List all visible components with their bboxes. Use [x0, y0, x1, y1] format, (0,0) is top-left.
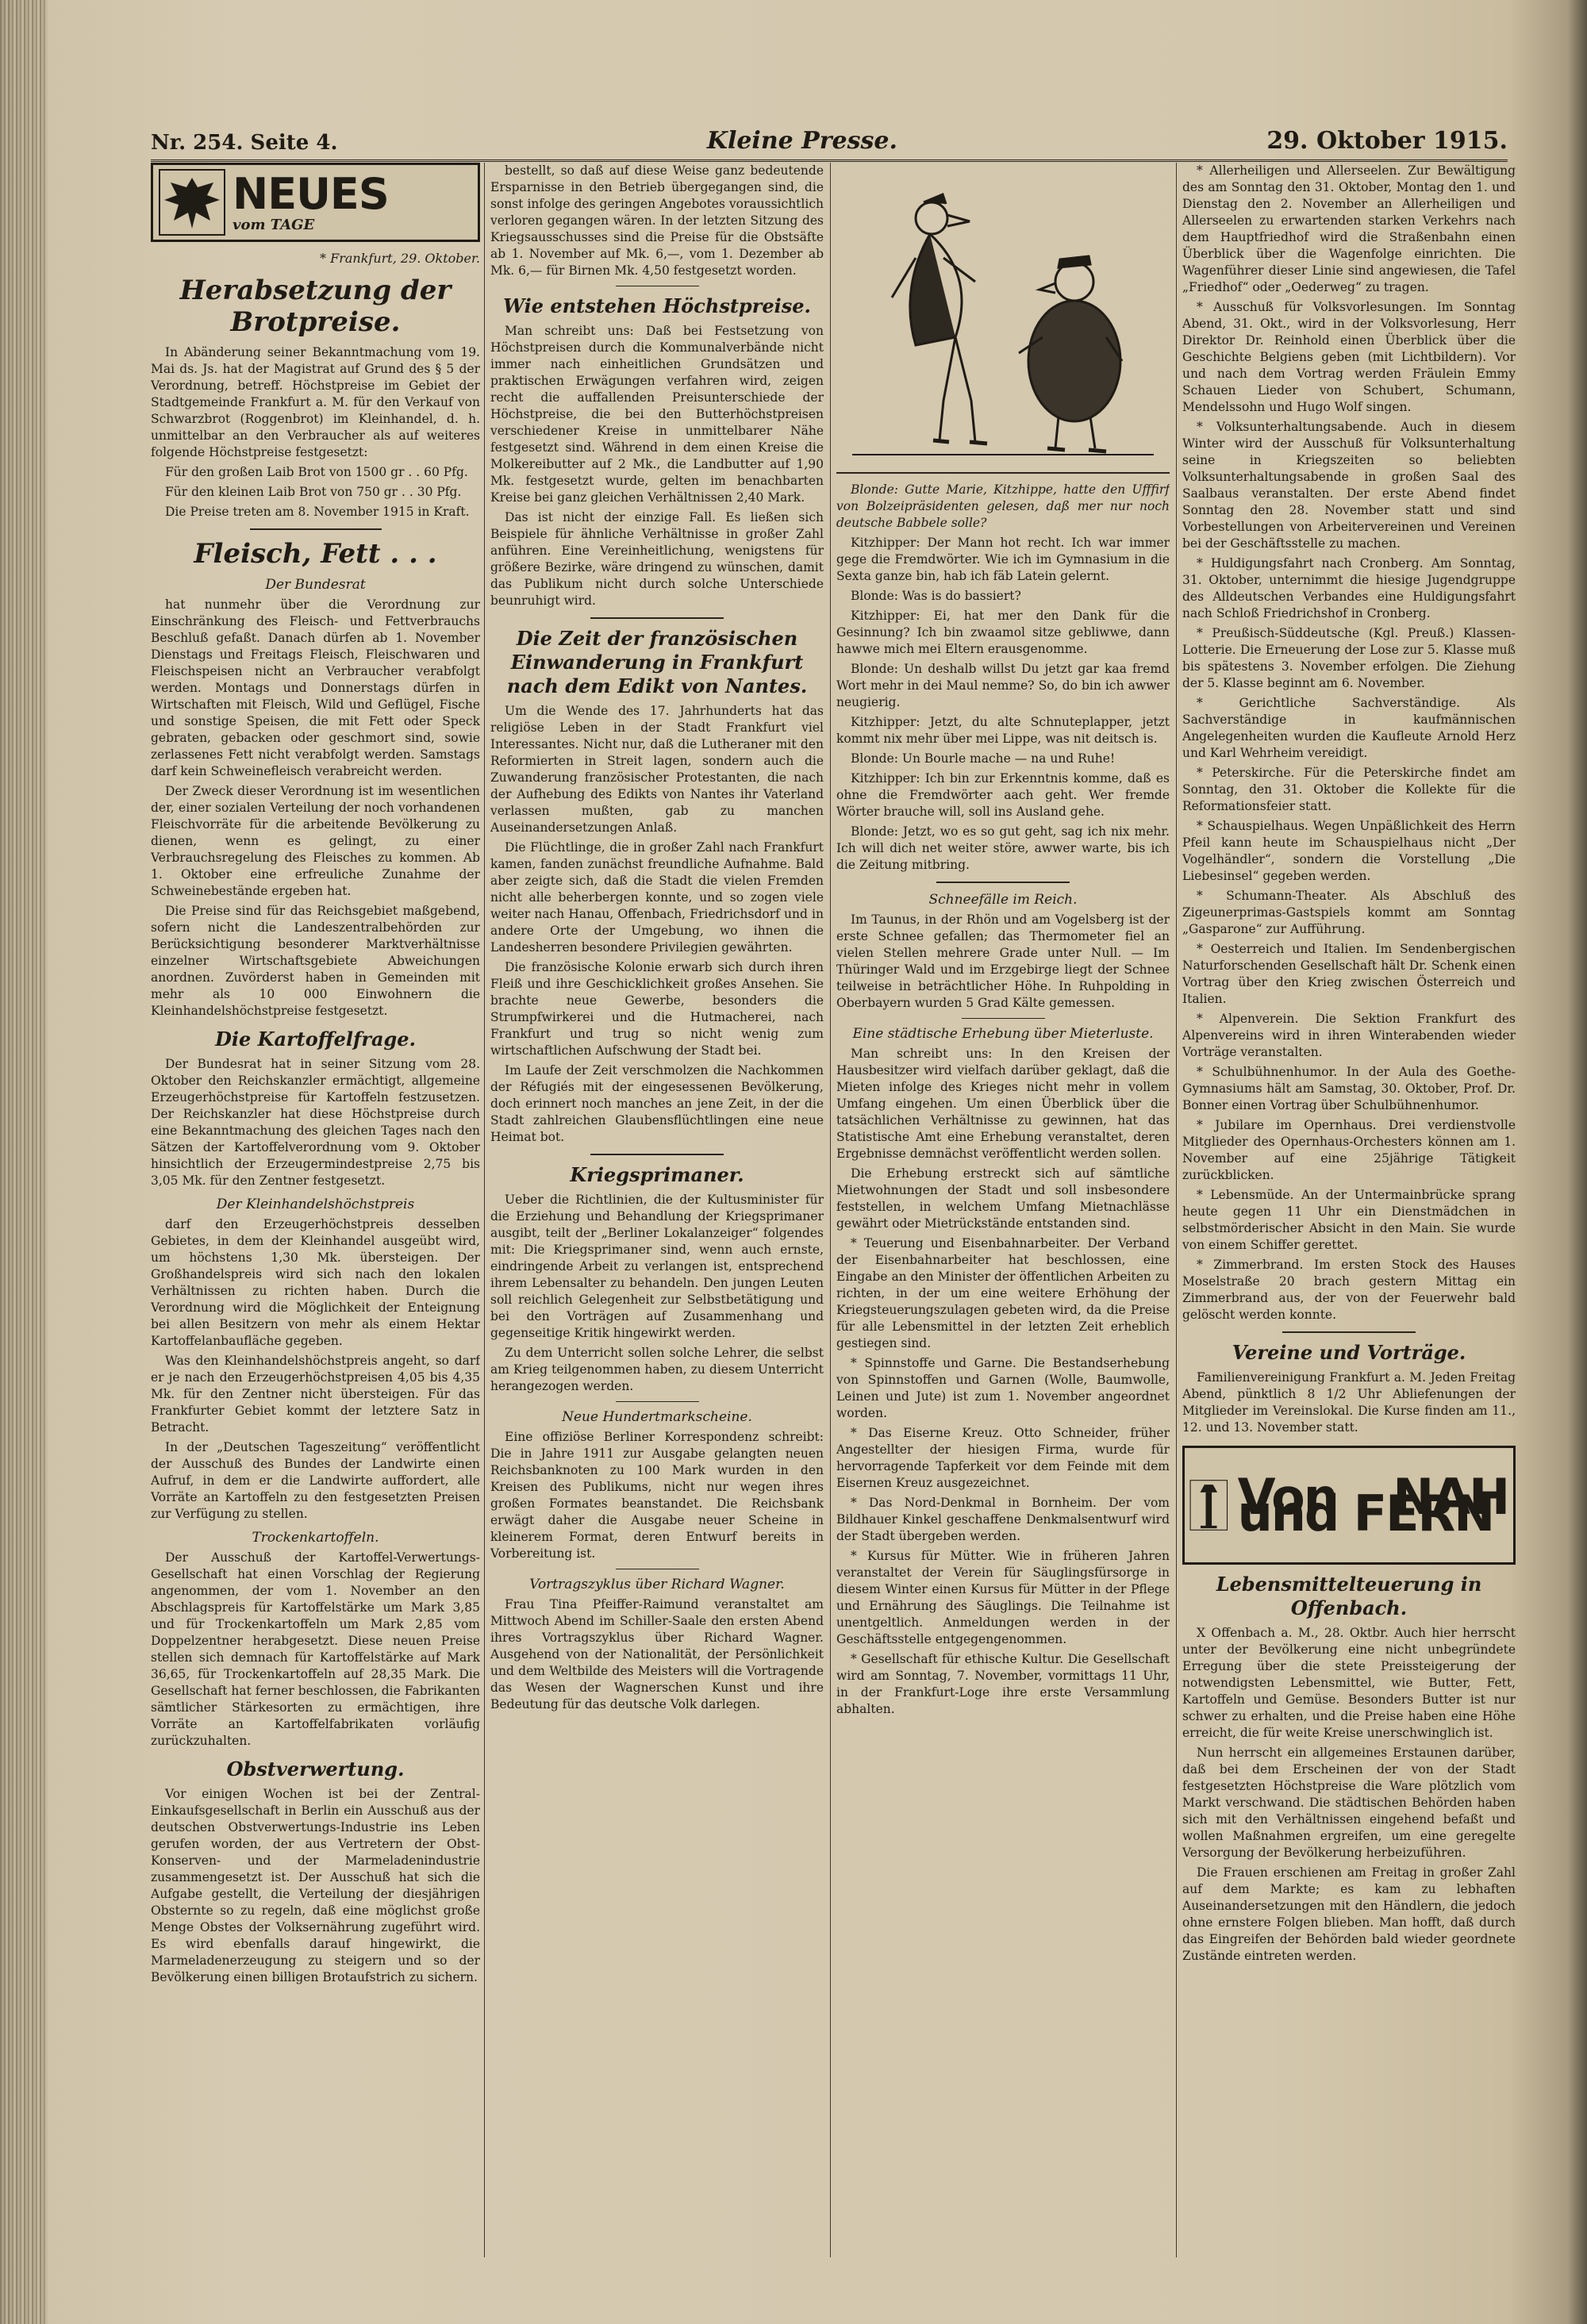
- masthead-title: NEUES: [232, 168, 389, 219]
- article-paragraph: Im Taunus, in der Rhön und am Vogelsberg ist der erste Schnee gefallen; das Thermometer fiel an vielen Stellen mehrere Grade unter Null. — Im Thüringer Wald und im Erzgebirge liegt der Schnee teilweise in beträchtlicher Höhe. In Ruhpolding in Oberbayern wurden 5 Grad Kälte gemessen.: [836, 912, 1170, 1010]
- article-paragraph: Die Erhebung erstreckt sich auf sämtliche Mietwohnungen der Stadt und soll insbesondere feststellen, in welchem Umfang Mietnachlässe gewährt oder Mietrückstände entstanden sind.: [836, 1166, 1170, 1231]
- article-paragraph: In Abänderung seiner Bekanntmachung vom 19. Mai ds. Js. hat der Magistrat auf Grund des § 5 der Verordnung, betreff. Höchstpreise im Gebiet der Stadtgemeinde Frankfurt a. M. für den Verkauf von Schwarzbrot (Roggenbrot) im Kleinhandel, d. h. unmittelbar an den Verbraucher als auf weiteres folgende Höchstpreise festgesetzt:: [151, 345, 480, 459]
- dialogue-line: Kitzhipper: Jetzt, du alte Schnuteplapper, jetzt kommt nix mehr über mei Lippe, was nit deitsch is.: [836, 715, 1170, 746]
- news-item: * Zimmerbrand. Im ersten Stock des Hauses Moselstraße 20 brach gestern Mittag ein Zimmerbrand aus, der von der Feuerwehr bald gelöscht werden konnte.: [1182, 1258, 1516, 1322]
- article-paragraph: Die Preise treten am 8. November 1915 in Kraft.: [165, 505, 470, 519]
- news-item: * Allerheiligen und Allerseelen. Zur Bewältigung des am Sonntag den 31. Oktober, Montag den 1. und Dienstag den 2. November an Allerheiligen und Allerseelen zu erwartenden starken Verkehrs nach dem Hauptfriedhof wird die Straßenbahn einen Überblick über die Wagenfolge einrichten. Die Wagenführer dieser Linie sind angewiesen, die Tafel „Friedhof“ oder „Oederweg“ zu tragen.: [1182, 163, 1516, 294]
- column-3: [836, 163, 1170, 2257]
- article-paragraph: In der „Deutschen Tageszeitung“ veröffentlicht der Ausschuß des Bundes der Landwirte einen Aufruf, in dem er die Landwirte auffordert, alle Vorräte an Kartoffeln zu den festgesetzten Preisen zur Verfügung zu stellen.: [151, 1440, 480, 1521]
- headline-obstverwertung: Obstverwertung.: [226, 1757, 405, 1780]
- section-rule: [1282, 1331, 1416, 1333]
- headline-franzoesische-einwanderung: Die Zeit der französischen Einwanderung in Frankfurt nach dem Edikt von Nantes.: [506, 627, 808, 697]
- headline-kriegsprimaner: Kriegsprimaner.: [570, 1163, 744, 1186]
- news-item: * Schauspielhaus. Wegen Unpäßlichkeit des Herrn Pfeil kann heute im Schauspielhaus nicht „Der Vogelhändler“, sondern die Vorstellung „Die Liebesinsel“ gegeben werden.: [1182, 819, 1516, 883]
- news-item: * Das Eiserne Kreuz. Otto Schneider, früher Angestellter der hiesigen Firma, wurde für hervorragende Tapferkeit vor dem Feinde mit dem Eisernen Kreuz ausgezeichnet.: [836, 1426, 1170, 1490]
- headline-brotpreise: Herabsetzung der Brotpreise.: [179, 275, 452, 338]
- news-item: * Gesellschaft für ethische Kultur. Die Gesellschaft wird am Sonntag, 7. November, vormittags 11 Uhr, in der Frankfurt-Loge ihre erste Versammlung abhalten.: [836, 1652, 1170, 1716]
- news-item: * Preußisch-Süddeutsche (Kgl. Preuß.) Klassen-Lotterie. Die Erneuerung der Lose zur 5. Klasse muß bis spätestens 3. November erfolgen. Die Ziehung der 5. Klasse beginnt am 6. November.: [1182, 626, 1516, 690]
- article-paragraph: Der Zweck dieser Verordnung ist im wesentlichen der, einer sozialen Verteilung der noch vorhandenen Fleischvorräte für die arbeitende Bevölkerung zu dienen, wenn es gelingt, zu einer Verbrauchsregelung des Fleisches zu kommen. Ab 1. Oktober eine erfreuliche Zunahme der Schweinebestände ergeben hat.: [151, 784, 480, 898]
- news-item: * Kursus für Mütter. Wie in früheren Jahren veranstaltet der Verein für Säuglingsfürsorge in diesem Winter einen Kursus für Mütter in der Pflege und Ernährung des Säuglings. Die Teilnahme ist unentgeltlich. Anmeldungen werden in der Geschäftsstelle entgegengenommen.: [836, 1549, 1170, 1646]
- dialogue-line: Blonde: Was is do bassiert?: [851, 589, 1021, 603]
- eagle-emblem-icon: [158, 168, 226, 236]
- news-item: * Ausschuß für Volksvorlesungen. Im Sonntag Abend, 31. Okt., wird in der Volksvorlesung, Herr Direktor Dr. Reinhold einen Überblick über die Geschichte Belgiens geben (mit Lichtbildern). Vor und nach dem Vortrag werden Fräulein Emmy Schauen Lieder von Schubert, Schumann, Mendelssohn und Hugo Wolf singen.: [1182, 300, 1516, 414]
- news-item: * Alpenverein. Die Sektion Frankfurt des Alpenvereins wird in ihren Winterabenden wieder Vorträge veranstalten.: [1182, 1012, 1516, 1059]
- dialogue-line: Blonde: Un deshalb willst Du jetzt gar kaa fremd Wort mehr in dei Maul nemme? So, do bin ich awwer neugierig.: [836, 662, 1170, 709]
- lamp-post-icon: [1189, 1458, 1228, 1553]
- article-paragraph: Familienvereinigung Frankfurt a. M. Jeden Freitag Abend, pünktlich 8 1/2 Uhr Abliefenungen der Mitglieder im Vereinslokal. Die Kurse finden am 11., 12. und 13. November statt.: [1182, 1370, 1516, 1435]
- news-item: * Schulbühnenhumor. In der Aula des Goethe-Gymnasiums hält am Samstag, 30. Oktober, Prof. Dr. Bonner einen Vortrag über Schulbühnenhumor.: [1182, 1065, 1516, 1112]
- article-paragraph: Man schreibt uns: In den Kreisen der Hausbesitzer wird vielfach darüber geklagt, daß die Mieten infolge des Krieges nicht mehr in vollem Umfang eingehen. Um einen Überblick über die tatsächlichen Verhältnisse zu gewinnen, hat das Statistische Amt eine Erhebung veranstaltet, deren Ergebnisse demnächst veröffentlicht werden sollen.: [836, 1047, 1170, 1161]
- column-divider: [830, 163, 831, 2257]
- column-1: [151, 163, 480, 2257]
- article-paragraph: Um die Wende des 17. Jahrhunderts hat das religiöse Leben in der Stadt Frankfurt viel Interessantes. Nicht nur, daß die Lutheraner mit den Reformierten in Streit lagen, sondern auch die Zuwanderung französischer Protestanten, die nach der Aufhebung des Edikts von Nantes ihr Vaterland verlassen mußten, gab zu manchen Auseinandersetzungen Anlaß.: [490, 704, 824, 835]
- column-divider: [1176, 163, 1177, 2257]
- dialogue-line: Kitzhipper: Ich bin zur Erkenntnis komme, daß es ohne die Fremdwörter aach geht. Wer fremde Wörter brauche will, soll ins Ausland gehe.: [836, 771, 1170, 819]
- article-paragraph: Nun herrscht ein allgemeines Erstaunen darüber, daß bei dem Erscheinen der von der Stadt festgesetzten Höchstpreise die Ware plötzlich vom Markt verschwand. Die städtischen Behörden haben sich mit den Verhältnissen eingehend befaßt und wollen Maßnahmen ergreifen, um eine geregelte Versorgung der Bevölkerung herbeizuführen.: [1182, 1746, 1516, 1860]
- article-paragraph: Der Bundesrat hat in seiner Sitzung vom 28. Oktober den Reichskanzler ermächtigt, allgemeine Erzeugerhöchstpreise für Kartoffeln festzusetzen. Der Reichskanzler hat diese Höchstpreise durch eine Bekanntmachung des gleichen Tages nach den Sätzen der Kartoffelverordnung vom 9. Oktober hinsichtlich der Erzeugermindestpreise 2,75 bis 3,05 Mk. für den Zentner festgesetzt.: [151, 1057, 480, 1188]
- headline-vereine-vortraege: Vereine und Vorträge.: [1232, 1341, 1466, 1364]
- news-item: * Jubilare im Opernhaus. Drei verdienstvolle Mitglieder des Opernhaus-Orchesters können am 1. November auf eine 25jährige Tätigkeit zurückblicken.: [1182, 1118, 1516, 1182]
- section-rule: [250, 528, 382, 530]
- news-item: * Volksunterhaltungsabende. Auch in diesem Winter wird der Ausschuß für Volksunterhaltung seine in Kriegszeiten so beliebten Volksunterhaltungsabende in großen Saal des Saalbaus veranstalten. Der erste Abend findet Sonntag den 28. November statt und sind Vorbestellungen von Arbeitervereinen und Vereinen bei der Geschäftsstelle zu machen.: [1182, 420, 1516, 551]
- article-paragraph: hat nunmehr über die Verordnung zur Einschränkung des Fleisch- und Fettverbrauchs Beschluß gefaßt. Danach dürfen ab 1. November Dienstags und Freitags Fleisch, Fleischwaren und Fleischspeisen nicht an Verbraucher verabfolgt werden. Montags und Donnerstags dürfen in Wirtschaften mit Fleisch, Wild und Geflügel, Fische und sonstige Speisen, die mit Fett oder Speck gebraten, gebacken oder geschmort sind, sowie zerlassenes Fett nicht verabfolgt werden. Samstags darf kein Schweinefleisch verabreicht werden.: [151, 597, 480, 778]
- subheading: Eine städtische Erhebung über Mieterluste.: [852, 1026, 1154, 1042]
- subheading: Schneefälle im Reich.: [928, 892, 1078, 908]
- section-rule: [590, 1154, 724, 1155]
- section-rule: [590, 617, 724, 619]
- cartoon-illustration: [836, 163, 1170, 474]
- headline-offenbach: Lebensmittelteuerung in Offenbach.: [1216, 1573, 1482, 1619]
- article-paragraph: X Offenbach a. M., 28. Oktbr. Auch hier herrscht unter der Bevölkerung eine nicht unbegründete Erregung über die stete Preissteigerung der notwendigsten Lebensmittel, wie Butter, Fett, Kartoffeln und Gemüse. Besonders Butter ist nur schwer zu erhalten, und die Preise haben eine Höhe erreicht, die für weite Kreise unerschwinglich ist.: [1182, 1626, 1516, 1740]
- news-item: * Teuerung und Eisenbahnarbeiter. Der Verband der Eisenbahnarbeiter hat beschlossen, eine Eingabe an den Minister der öffentlichen Arbeiten zu richten, in der um eine weitere Erhöhung der Kriegsteuerungszulagen gebeten wird, da die Preise für alle Lebensmittel in der letzten Zeit erheblich gestiegen sind.: [836, 1236, 1170, 1350]
- book-binding-edge: [0, 0, 48, 2324]
- masthead-subtitle: vom TAGE: [232, 216, 315, 233]
- column-4: [1182, 163, 1516, 2257]
- two-figures-cartoon-icon: [836, 163, 1170, 464]
- news-item: * Spinnstoffe und Garne. Die Bestandserhebung von Spinnstoffen und Garnen (Wolle, Baumwolle, Leinen und Jute) ist zum 1. November angeordnet worden.: [836, 1356, 1170, 1420]
- subheading: Der Kleinhandelshöchstpreis: [216, 1197, 415, 1212]
- news-item: * Schumann-Theater. Als Abschluß des Zigeunerprimas-Gastspiels kommt am Sonntag „Gasparone“ zur Aufführung.: [1182, 889, 1516, 936]
- von-nah-und-fern-masthead: [1182, 1446, 1516, 1565]
- price-line: Für den kleinen Laib Brot von 750 gr . . 30 Pfg.: [165, 485, 462, 499]
- article-paragraph: Der Ausschuß der Kartoffel-Verwertungs-Gesellschaft hat einen Vorschlag der Regierung angenommen, der vom 1. November an den Abschlagspreis für Kartoffelstärke um Mark 3,85 und für Trockenkartoffeln um Mark 2,85 vom Doppelzentner herabgesetzt. Diese neuen Preise stellen sich demnach für Kartoffelstärke auf Mark 36,65, für Trockenkartoffeln auf 28,35 Mark. Die Gesellschaft hat ferner beschlossen, die Fabrikanten sämtlicher Stärkesorten zu ermächtigen, ihre Vorräte an Kartoffelfabrikaten vorläufig zurückzuhalten.: [151, 1550, 480, 1748]
- section-rule: [936, 882, 1070, 883]
- article-paragraph: Was den Kleinhandelshöchstpreis angeht, so darf er je nach den Erzeugerhöchstpreisen 4,05 bis 4,35 Mk. für den Zentner nicht übersteigen. Für das Frankfurter Gebiet kommt der letztere Satz in Betracht.: [151, 1354, 480, 1435]
- article-paragraph: darf den Erzeugerhöchstpreis desselben Gebietes, in dem der Kleinhandel ausgeübt wird, um höchstens 1,30 Mk. übersteigen. Der Großhandelspreis wird sich nach den lokalen Verhältnissen zu richten haben. Durch die Verordnung wird die Möglichkeit der Enteignung bei allen Besitzern von mehr als einem Hektar Kartoffelanbaufläche gegeben.: [151, 1217, 480, 1348]
- news-item: * Huldigungsfahrt nach Cronberg. Am Sonntag, 31. Oktober, unternimmt die hiesige Jugendgruppe des Alldeutschen Verbandes eine Huldigungsfahrt nach Schloß Friedrichshof in Cronberg.: [1182, 556, 1516, 620]
- article-paragraph: Frau Tina Pfeiffer-Raimund veranstaltet am Mittwoch Abend im Schiller-Saale den ersten Abend ihres Vortragszyklus über Richard Wagner. Ausgehend von der Nationalität, der Persönlichkeit und dem Weltbilde des Meisters will die Vortragende das Wesen der Wagnerschen Kunst und ihre Bedeutung für das deutsche Volk darlegen.: [490, 1597, 824, 1711]
- article-paragraph: Die Preise sind für das Reichsgebiet maßgebend, sofern nicht die Landeszentralbehörden zur Berücksichtigung besonderer Marktverhältnisse einzelner Wirtschaftsgebiete Abweichungen anordnen. Zuvörderst haben in Gemeinden mit mehr als 10 000 Einwohnern die Kleinhandelshöchstpreise festgesetzt.: [151, 904, 480, 1018]
- column-divider: [484, 163, 485, 2257]
- article-paragraph: Die Flüchtlinge, die in großer Zahl nach Frankfurt kamen, fanden zunächst freundliche Aufnahme. Bald aber zeigte sich, daß die Stadt die vielen Fremden nicht alle beherbergen konnte, und so zogen viele weiter nach Hanau, Offenbach, Friedrichsdorf und in andere Orte der Umgebung, wo ihnen die Landesherren besondere Privilegien gewährten.: [490, 840, 824, 955]
- article-paragraph: Das ist nicht der einzige Fall. Es ließen sich Beispiele für ähnliche Verhältnisse in großer Zahl anführen. Eine Vereinheitlichung, wenigstens für größere Bezirke, wäre dringend zu wünschen, damit das Publikum nicht durch solche Unterschiede beunruhigt wird.: [490, 510, 824, 608]
- issue-number: Nr. 254. Seite 4.: [151, 131, 338, 155]
- subheading: Neue Hundertmarkscheine.: [562, 1409, 752, 1425]
- dialogue-line: Blonde: Jetzt, wo es so gut geht, sag ich nix mehr. Ich will dich net weiter störe, awwer warte, bis ich die Zeitung mitbring.: [836, 824, 1170, 872]
- dialogue-line: Blonde: Un Bourle mache — na und Ruhe!: [851, 751, 1116, 766]
- headline-hoechstpreise: Wie entstehen Höchstpreise.: [503, 294, 811, 317]
- news-item: * Lebensmüde. An der Untermainbrücke sprang heute gegen 11 Uhr ein Dienstmädchen in selbstmörderischer Absicht in den Main. Sie wurde von einem Schiffer gerettet.: [1182, 1188, 1516, 1252]
- neues-vom-tage-masthead: [151, 163, 480, 242]
- headline-kartoffelfrage: Die Kartoffelfrage.: [215, 1028, 416, 1051]
- article-paragraph: bestellt, so daß auf diese Weise ganz bedeutende Ersparnisse in den Betrieb übergegangen sind, die sonst infolge des geringen Angebotes voraussichtlich verloren gegangen wären. In der letzten Sitzung des Kriegsausschusses sind die Preise für die Obstsäfte ab 1. November auf Mk. 6,—, vom 1. Dezember ab Mk. 6,— für Birnen Mk. 4,50 festgesetzt worden.: [490, 163, 824, 278]
- article-paragraph: Ueber die Richtlinien, die der Kultusminister für die Erziehung und Behandlung der Kriegsprimaner ausgibt, teilt der „Berliner Lokalanzeiger“ folgendes mit: Die Kriegsprimaner sind, wenn auch ernste, eindringende Arbeit zu verlangen ist, entsprechend ihrem Lebensalter zu behandeln. Den jungen Leuten soll reichlich Gelegenheit zur Selbstbetätigung und bei den Vorträgen auf Zusammenhang und gegenseitige Kritik hingewirkt werden.: [490, 1193, 824, 1340]
- article-paragraph: Die Frauen erschienen am Freitag in großer Zahl auf dem Markte; es kam zu lebhaften Auseinandersetzungen mit den Händlern, die jedoch ohne ernstere Folgen blieben. Man hofft, daß durch das Eingreifen der Behörden bald wieder geordnete Zustände eintreten werden.: [1182, 1865, 1516, 1963]
- headline-fleisch-fett: Fleisch, Fett . . .: [194, 538, 437, 570]
- newspaper-name: Kleine Presse.: [706, 127, 897, 155]
- dateline: * Frankfurt, 29. Oktober.: [320, 251, 480, 266]
- article-paragraph: Zu dem Unterricht sollen solche Lehrer, die selbst am Krieg teilgenommen haben, zu diesem Unterricht herangezogen werden.: [490, 1346, 824, 1393]
- news-item: * Gerichtliche Sachverständige. Als Sachverständige in kaufmännischen Angelegenheiten wurden die Kaufleute Arnold Herz und Karl Wehrheim vereidigt.: [1182, 696, 1516, 760]
- section-rule: [616, 1401, 699, 1402]
- dialogue-line: Kitzhipper: Ei, hat mer den Dank für die Gesinnung? Ich bin zwaamol sitze gebliwwe, dann hawwe mich mei Eltern erausgenomme.: [836, 609, 1170, 656]
- page-header: [151, 127, 1508, 162]
- subheading: Vortragszyklus über Richard Wagner.: [529, 1577, 785, 1592]
- article-paragraph: Man schreibt uns: Daß bei Festsetzung von Höchstpreisen durch die Kommunalverbände nicht immer nach einheitlichen Grundsätzen und praktischen Erwägungen verfahren wird, zeigen recht die auffallenden Preisunterschiede der Höchstpreise, die bei den Butterhöchstpreisen verschiedener Kreise in unmittelbarer Nähe festgesetzt sind. Während in dem einen Kreise die Molkereibutter auf 2 Mk., die Landbutter auf 1,90 Mk. festgesetzt wurde, gelten im benachbarten Kreise bei ganz gleichen Verhältnissen 2,40 Mark.: [490, 324, 824, 505]
- article-paragraph: Die französische Kolonie erwarb sich durch ihren Fleiß und ihre Geschicklichkeit großes Ansehen. Sie brachte neue Gewerbe, besonders die Strumpfwirkerei und die Hutmacherei, nach Frankfurt und trug so nicht wenig zum wirtschaftlichen Aufschwung der Stadt bei.: [490, 960, 824, 1058]
- news-item: * Peterskirche. Für die Peterskirche findet am Sonntag, den 31. Oktober die Kollekte für die Reformationsfeier statt.: [1182, 766, 1516, 813]
- cartoon-caption: Blonde: Gutte Marie, Kitzhippe, hatte den Ufffirf von Bolzeipräsidenten gelesen, daß mer nur noch deutsche Babbele solle?: [836, 482, 1170, 530]
- article-paragraph: Im Laufe der Zeit verschmolzen die Nachkommen der Réfugiés mit der eingesessenen Bevölkerung, doch erinnert noch manches an jene Zeit, in der die Stadt zahlreichen Glaubensflüchtlingen eine neue Heimat bot.: [490, 1063, 824, 1144]
- news-item: * Oesterreich und Italien. Im Sendenbergischen Naturforschenden Gesellschaft hält Dr. Schenk einen Vortrag über den Krieg zwischen Österreich und Italien.: [1182, 942, 1516, 1006]
- dialogue-line: Kitzhipper: Der Mann hot recht. Ich war immer gege die Fremdwörter. Wie ich im Gymnasium in die Sexta ganze bin, hab ich fäb Latein gelernt.: [836, 536, 1170, 583]
- price-line: Für den großen Laib Brot von 1500 gr . . 60 Pfg.: [165, 465, 468, 479]
- news-item: * Das Nord-Denkmal in Bornheim. Der vom Bildhauer Kinkel geschaffene Denkmalsentwurf wird der Stadt übergeben werden.: [836, 1496, 1170, 1543]
- subheading: Der Bundesrat: [265, 577, 366, 593]
- subheading: Trockenkartoffeln.: [252, 1530, 379, 1546]
- issue-date: 29. Oktober 1915.: [1266, 127, 1508, 155]
- article-paragraph: Eine offiziöse Berliner Korrespondenz schreibt: Die in Jahre 1911 zur Ausgabe gelangten neuen Reichsbanknoten zu 100 Mark wurden in den Kreisen des Publikums, nicht nur wegen ihres großen Formates beanstandet. Die Reichsbank erwägt daher die Ausgabe neuer Scheine in kleinerem Format, deren Entwurf bereits in Vorbereitung ist.: [490, 1430, 824, 1561]
- nah-fern-title: Von NAH und FERN: [1237, 1468, 1508, 1542]
- section-rule: [962, 1018, 1045, 1019]
- article-paragraph: Vor einigen Wochen ist bei der Zentral-Einkaufsgesellschaft in Berlin ein Ausschuß aus der deutschen Obstverwertungs-Industrie ins Leben gerufen worden, der aus Vertretern der Obst-Konserven- und der Marmeladenindustrie zusammengesetzt ist. Der Ausschuß hat sich die Aufgabe gestellt, die Verteilung der diesjährigen Obsternte so zu regeln, daß eine möglichst große Menge Obstes der Volksernährung zugeführt wird. Es wird ebenfalls darauf hingewirkt, die Marmeladenerzeugung zu steigern und so der Bevölkerung einen billigen Brotaufstrich zu sichern.: [151, 1787, 480, 1984]
- column-2: [490, 163, 824, 2257]
